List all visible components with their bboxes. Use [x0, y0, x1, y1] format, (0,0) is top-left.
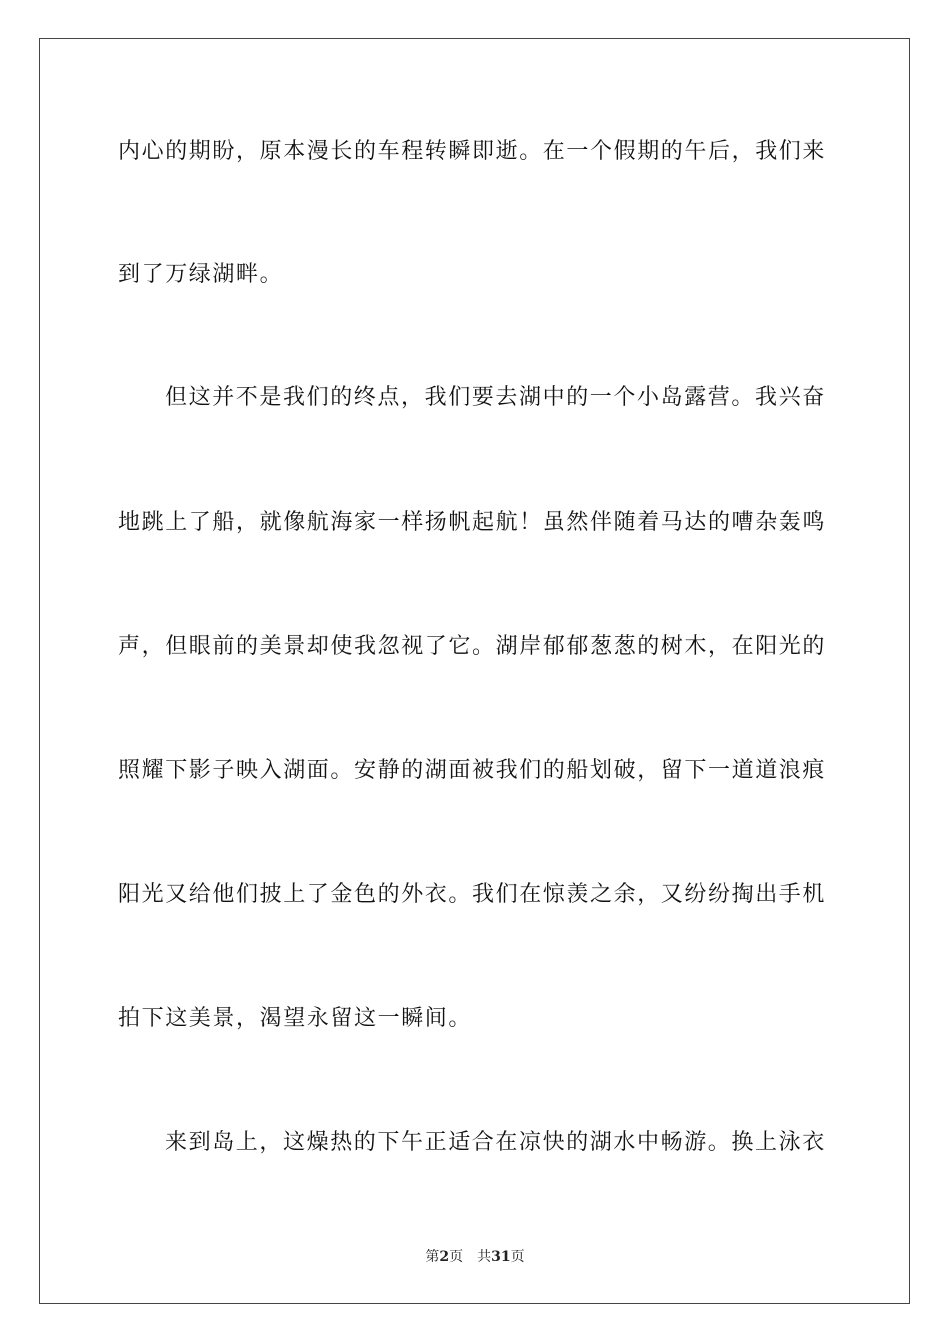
- footer-total-prefix: 共: [477, 1249, 492, 1265]
- footer-page-number: 2: [439, 1249, 450, 1265]
- body-text-line-5: 声，但眼前的美景却使我忽视了它。湖岸郁郁葱葱的树木，在阳光的: [118, 634, 827, 659]
- body-text-line-1: 内心的期盼，原本漫长的车程转瞬即逝。在一个假期的午后，我们来: [118, 139, 827, 164]
- body-text-line-2: 到了万绿湖畔。: [118, 262, 284, 287]
- footer-total-pages: 31: [491, 1249, 511, 1265]
- footer-page-suffix: 页: [449, 1249, 464, 1265]
- footer-total-suffix: 页: [510, 1249, 525, 1265]
- body-text-line-4: 地跳上了船，就像航海家一样扬帆起航！虽然伴随着马达的嘈杂轰鸣: [118, 510, 827, 535]
- body-text-line-9: 来到岛上，这燥热的下午正适合在凉快的湖水中畅游。换上泳衣: [165, 1130, 826, 1155]
- footer-page-prefix: 第: [425, 1249, 440, 1265]
- body-text-line-3: 但这并不是我们的终点，我们要去湖中的一个小岛露营。我兴奋: [165, 385, 826, 410]
- body-text-line-7: 阳光又给他们披上了金色的外衣。我们在惊羡之余，又纷纷掏出手机: [118, 882, 827, 907]
- body-text-line-6: 照耀下影子映入湖面。安静的湖面被我们的船划破，留下一道道浪痕: [118, 758, 827, 783]
- page-border: [39, 38, 910, 1304]
- body-text-line-8: 拍下这美景，渴望永留这一瞬间。: [118, 1006, 473, 1031]
- page-footer: [0, 1248, 950, 1266]
